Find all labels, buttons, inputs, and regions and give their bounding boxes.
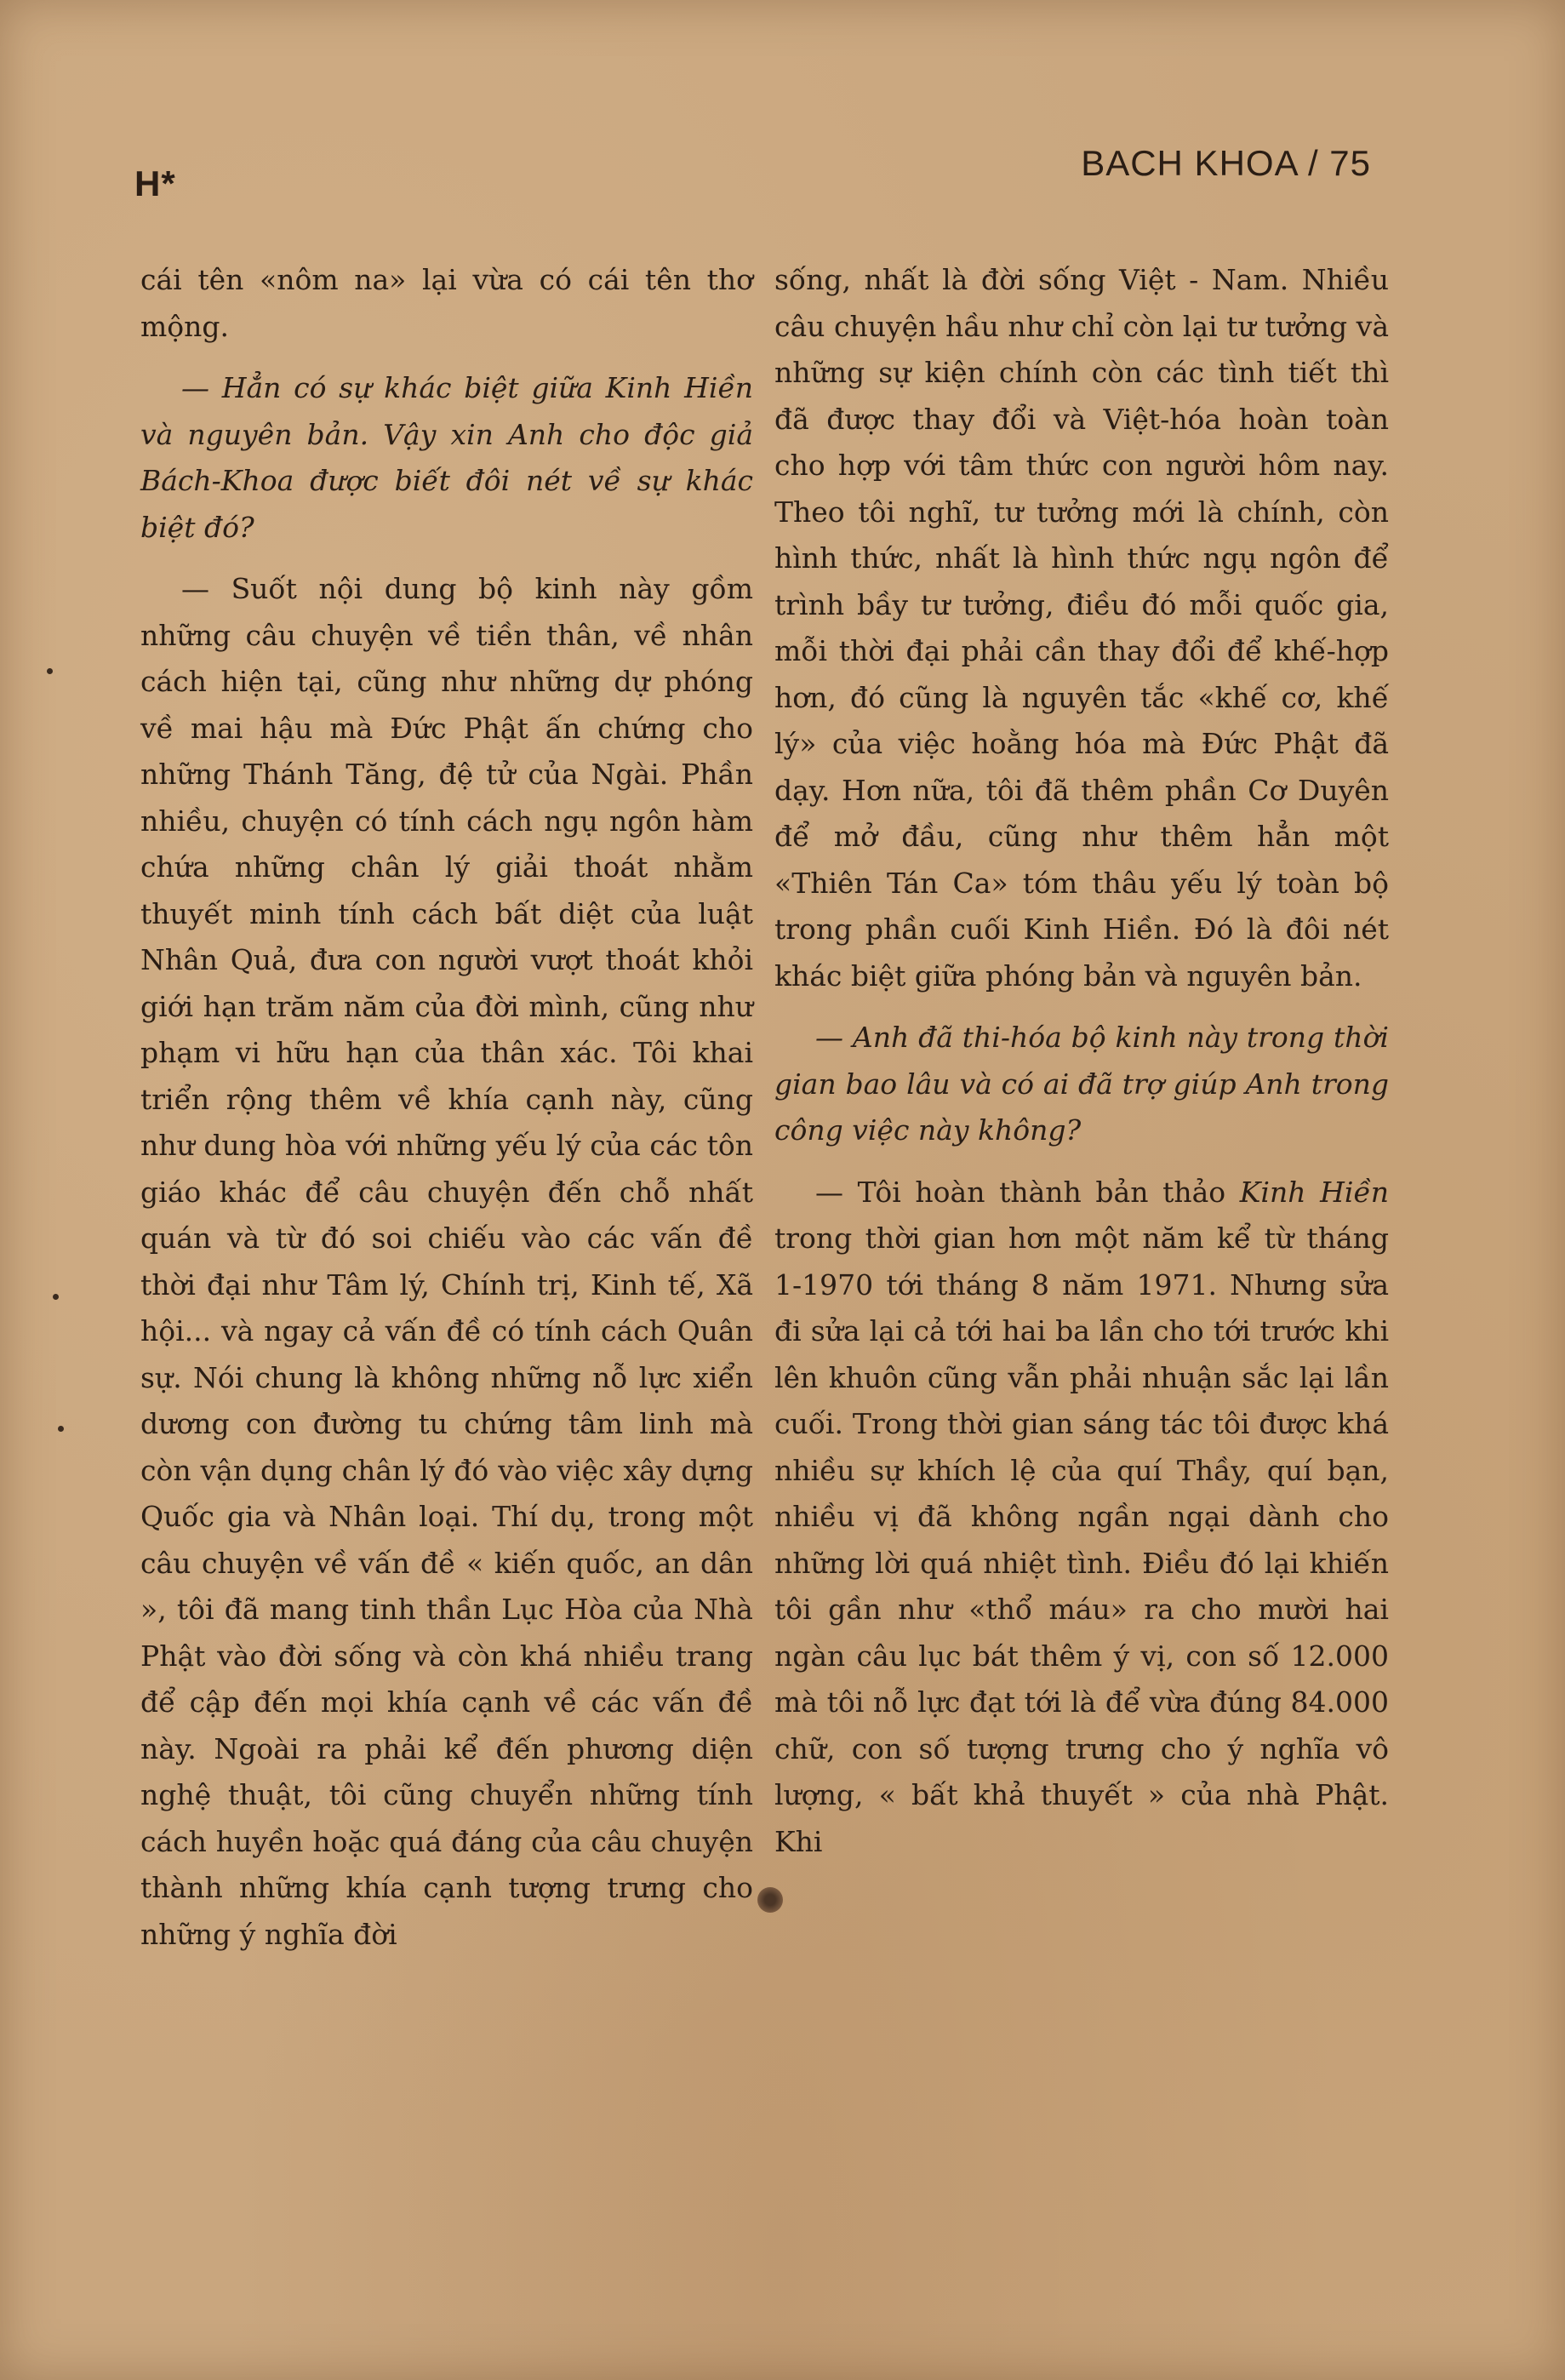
- margin-speck: [47, 668, 53, 674]
- paragraph: sống, nhất là đời sống Việt - Nam. Nhiều câu chuyện hầu như chỉ còn lại tư tưởng và những sự kiện chính còn các tình tiết thì đã được thay đổi và Việt-hóa hoàn toàn cho hợp với tâm thức con người hôm nay. Theo tôi nghĩ, tư tưởng mới là chính, còn hình thức, nhất là hình thức ngụ ngôn để trình bầy tư tưởng, điều đó mỗi quốc gia, mỗi thời đại phải cần thay đổi để khế-hợp hơn, đó cũng là nguyên tắc «khế cơ, khế lý» của việc hoằng hóa mà Đức Phật đã dạy. Hơn nữa, tôi đã thêm phần Cơ Duyên để mở đầu, cũng như thêm hẳn một «Thiên Tán Ca» tóm thâu yếu lý toàn bộ trong phần cuối Kinh Hiền. Đó là đôi nét khác biệt giữa phóng bản và nguyên bản.: [774, 263, 1389, 993]
- book-title: Kinh Hiền: [1239, 1175, 1390, 1209]
- interview-answer: — Suốt nội dung bộ kinh này gồm những câu chuyện về tiền thân, về nhân cách hiện tại, cũng như những dự phóng về mai hậu mà Đức Phật ấn chứng cho những Thánh Tăng, đệ tử của Ngài. Phần nhiều, chuyện có tính cách ngụ ngôn hàm chứa những chân lý giải thoát nhằm thuyết minh tính cách bất diệt của luật Nhân Quả, đưa con người vượt thoát khỏi giới hạn trăm năm của đời mình, cũng như phạm vi hữu hạn của thân xác. Tôi khai triển rộng thêm về khía cạnh này, cũng như dung hòa với những yếu lý của các tôn giáo khác để câu chuyện đến chỗ nhất quán và từ đó soi chiếu vào các vấn đề thời đại như Tâm lý, Chính trị, Kinh tế, Xã hội... và ngay cả vấn đề có tính cách Quân sự. Nói chung là không những nỗ lực xiển dương con đường tu chứng tâm linh mà còn vận dụng chân lý đó vào việc xây dựng Quốc gia và Nhân loại. Thí dụ, trong một câu chuyện về vấn đề « kiến quốc, an dân », tôi đã mang tinh thần Lục Hòa của Nhà Phật vào đời sống và còn khá nhiều trang để cập đến mọi khía cạnh về các vấn đề này. Ngoài ra phải kể đến phương diện nghệ thuật, tôi cũng chuyển những tính cách huyền hoặc quá đáng của câu chuyện thành những khía cạnh tượng trưng cho những ý nghĩa đời: [140, 572, 753, 1951]
- margin-speck: [53, 1294, 59, 1300]
- interview-question: — Hẳn có sự khác biệt giữa Kinh Hiền và nguyên bản. Vậy xin Anh cho độc giả Bách-Khoa được biết đôi nét về sự khác biệt đó?: [140, 371, 753, 544]
- header-left-mark: H*: [134, 163, 176, 203]
- right-column: [774, 257, 1389, 1880]
- answer-text: trong thời gian hơn một năm kể từ tháng 1-1970 tới tháng 8 năm 1971. Nhưng sửa đi sửa lại cả tới hai ba lần cho tới trước khi lên khuôn cũng vẫn phải nhuận sắc lại lần cuối. Trong thời gian sáng tác tôi được khá nhiều sự khích lệ của quí Thầy, quí bạn, nhiều vị đã không ngần ngại dành cho những lời quá nhiệt tình. Điều đó lại khiến tôi gần như «thổ máu» ra cho mười hai ngàn câu lục bát thêm ý vị, con số 12.000 mà tôi nỗ lực đạt tới là để vừa đúng 84.000 chữ, con số tượng trưng cho ý nghĩa vô lượng, « bất khả thuyết » của nhà Phật. Khi: [774, 1221, 1389, 1858]
- ink-blot: [757, 1887, 783, 1913]
- interview-answer: [774, 1170, 1389, 1866]
- paragraph: cái tên «nôm na» lại vừa có cái tên thơ mộng.: [140, 263, 753, 343]
- left-column: [140, 257, 753, 1973]
- running-head: BACH KHOA / 75: [1081, 143, 1371, 183]
- margin-speck: [58, 1426, 64, 1432]
- answer-text: — Tôi hoàn thành bản thảo: [815, 1175, 1240, 1209]
- interview-question: — Anh đã thi-hóa bộ kinh này trong thời gian bao lâu và có ai đã trợ giúp Anh trong công việc này không?: [774, 1021, 1389, 1147]
